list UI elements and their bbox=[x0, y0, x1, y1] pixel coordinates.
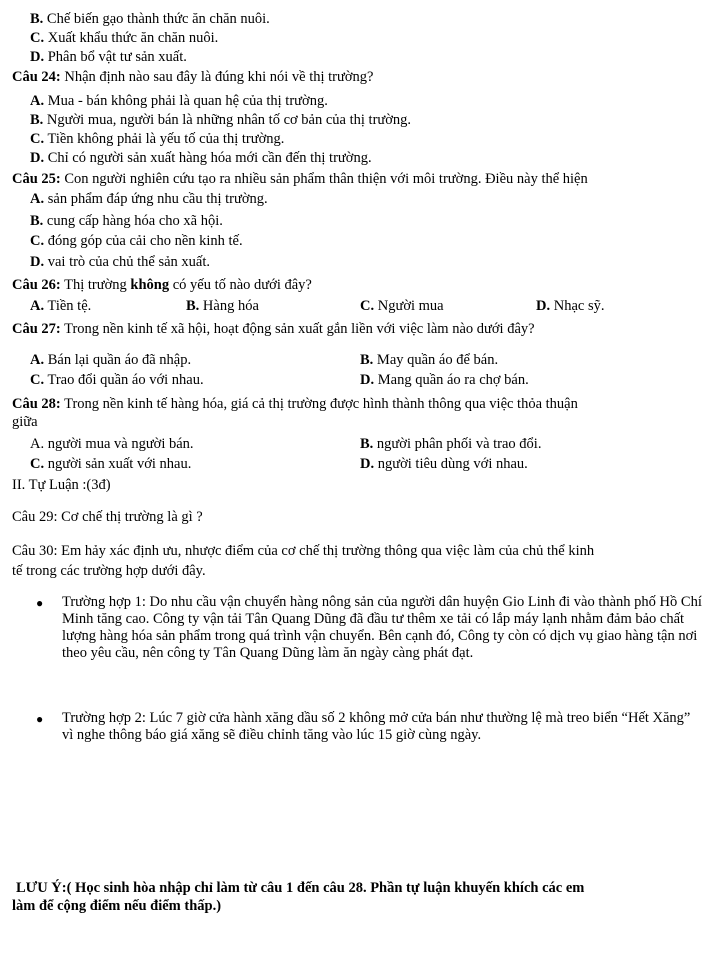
q26-option-a: A. Tiền tệ. bbox=[30, 298, 92, 314]
q26-option-c: C. Người mua bbox=[360, 298, 444, 314]
bullet-icon: ● bbox=[36, 712, 44, 726]
q27-option-a: A. Bán lại quần áo đã nhập. bbox=[30, 352, 192, 368]
question-29: Câu 29: Cơ chế thị trường là gì ? bbox=[12, 509, 203, 525]
bullet-icon: ● bbox=[36, 596, 44, 610]
question-30-continued: tế trong các trường hợp dưới đây. bbox=[12, 563, 206, 579]
case-1: Trường hợp 1: Do nhu cầu vận chuyển hàng nông sản của người dân huyện Gio Linh đi vào thành phố Hồ Chí Minh tăng cao. Công ty vận tải Tân Quang Dũng đã đầu tư thêm xe tải có lắp máy lạnh nhằm đảm bảo chất lượng hàng hóa sản phẩm trong quá trình vận chuyển. Bên cạnh đó, Công ty còn có dịch vụ giao hàng tận nơi theo yêu cầu, nên công ty Tân Quang Dũng làm ăn ngày càng phát đạt. bbox=[62, 594, 702, 661]
option-b: B. Chế biến gạo thành thức ăn chăn nuôi. bbox=[30, 11, 270, 27]
q25-option-c: C. đóng góp của cải cho nền kinh tế. bbox=[30, 233, 243, 249]
q27-option-c: C. Trao đổi quần áo với nhau. bbox=[30, 372, 204, 388]
q24-option-c: C. Tiền không phải là yếu tố của thị trường. bbox=[30, 131, 285, 147]
essay-heading: II. Tự Luận :(3đ) bbox=[12, 477, 111, 493]
question-27: Câu 27: Trong nền kinh tế xã hội, hoạt động sản xuất gắn liền với việc làm nào dưới đây? bbox=[12, 321, 535, 337]
note: LƯU Ý:( Học sinh hòa nhập chỉ làm từ câu 1 đến câu 28. Phần tự luận khuyến khích các em bbox=[16, 880, 585, 896]
q25-option-b: B. cung cấp hàng hóa cho xã hội. bbox=[30, 213, 223, 229]
q25-option-d: D. vai trò của chủ thể sản xuất. bbox=[30, 254, 210, 270]
q24-option-a: A. Mua - bán không phải là quan hệ của thị trường. bbox=[30, 93, 328, 109]
q25-option-a: A. sản phẩm đáp ứng nhu cầu thị trường. bbox=[30, 191, 268, 207]
q28-option-a: A. người mua và người bán. bbox=[30, 436, 194, 452]
question-28-continued: giữa bbox=[12, 414, 38, 430]
question-24: Câu 24: Nhận định nào sau đây là đúng khi nói về thị trường? bbox=[12, 69, 374, 85]
question-28: Câu 28: Trong nền kinh tế hàng hóa, giá cả thị trường được hình thành thông qua việc thỏa thuận bbox=[12, 396, 578, 412]
option-c: C. Xuất khẩu thức ăn chăn nuôi. bbox=[30, 30, 219, 46]
q26-option-b: B. Hàng hóa bbox=[186, 298, 259, 314]
q28-option-c: C. người sản xuất với nhau. bbox=[30, 456, 192, 472]
q24-option-d: D. Chỉ có người sản xuất hàng hóa mới cần đến thị trường. bbox=[30, 150, 372, 166]
note-continued: làm để cộng điểm nếu điểm thấp.) bbox=[12, 898, 222, 914]
question-30: Câu 30: Em hảy xác định ưu, nhược điểm của cơ chế thị trường thông qua việc làm của chủ thể kinh bbox=[12, 543, 595, 559]
q24-option-b: B. Người mua, người bán là những nhân tố cơ bản của thị trường. bbox=[30, 112, 412, 128]
q26-option-d: D. Nhạc sỹ. bbox=[536, 298, 605, 314]
q28-option-b: B. người phân phối và trao đổi. bbox=[360, 436, 542, 452]
q27-option-b: B. May quần áo để bán. bbox=[360, 352, 499, 368]
q27-option-d: D. Mang quần áo ra chợ bán. bbox=[360, 372, 529, 388]
option-d: D. Phân bổ vật tư sản xuất. bbox=[30, 49, 187, 65]
q28-option-d: D. người tiêu dùng với nhau. bbox=[360, 456, 528, 472]
question-26: Câu 26: Thị trường không có yếu tố nào dưới đây? bbox=[12, 277, 312, 293]
question-25: Câu 25: Con người nghiên cứu tạo ra nhiều sản phẩm thân thiện với môi trường. Điều này thể hiện bbox=[12, 171, 588, 187]
case-2: Trường hợp 2: Lúc 7 giờ cửa hành xăng dầu số 2 không mở cửa bán như thường lệ mà treo biển “Hết Xăng” vì nghe thông báo giá xăng sẽ điều chỉnh tăng vào lúc 15 giờ cùng ngày. bbox=[62, 710, 691, 743]
